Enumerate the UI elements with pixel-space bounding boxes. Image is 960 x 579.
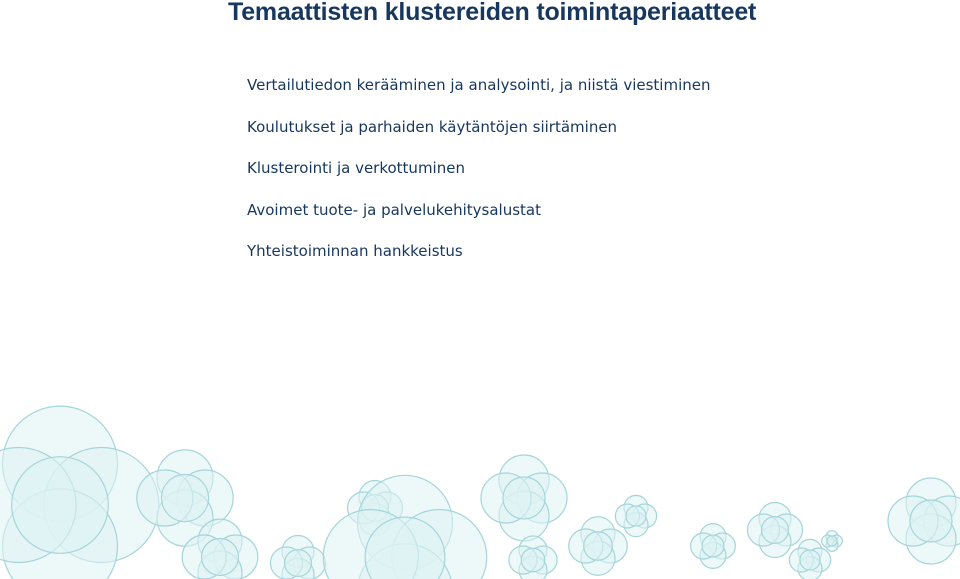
bubble-cluster-icon bbox=[0, 406, 159, 579]
bubble-cluster-icon bbox=[569, 517, 627, 575]
bubble-cluster-icon bbox=[789, 539, 830, 579]
bubble-cluster-icon bbox=[509, 536, 557, 579]
bullet-item: Vertailutiedon kerääminen ja analysointi, ja niistä viestiminen bbox=[247, 76, 711, 94]
bubble-cluster-icon bbox=[137, 450, 233, 546]
bubble-cluster-icon bbox=[747, 502, 802, 557]
bubble-cluster-icon bbox=[691, 524, 736, 569]
bubble-cluster-icon bbox=[182, 519, 258, 579]
bubble-cluster-icon bbox=[347, 480, 402, 535]
bullet-item: Klusterointi ja verkottuminen bbox=[247, 159, 465, 178]
bubble-cluster-icon bbox=[822, 531, 843, 552]
bullet-item: Yhteistoiminnan hankkeistus bbox=[247, 242, 463, 261]
bullet-item: Avoimet tuote- ja palvelukehitysalustat bbox=[247, 200, 542, 219]
bullet-item: Koulutukset ja parhaiden käytäntöjen siirtäminen bbox=[247, 117, 618, 136]
bullet-list bbox=[247, 75, 710, 283]
bubble-cluster-icon bbox=[270, 535, 325, 579]
bubble-cluster-icon bbox=[888, 478, 960, 564]
bubble-cluster-icon bbox=[323, 475, 486, 579]
bubble-cluster-icon bbox=[615, 495, 656, 536]
slide-title: Temaattisten klustereiden toimintaperiaatteet bbox=[228, 0, 757, 26]
bubble-cluster-icon bbox=[481, 455, 567, 541]
